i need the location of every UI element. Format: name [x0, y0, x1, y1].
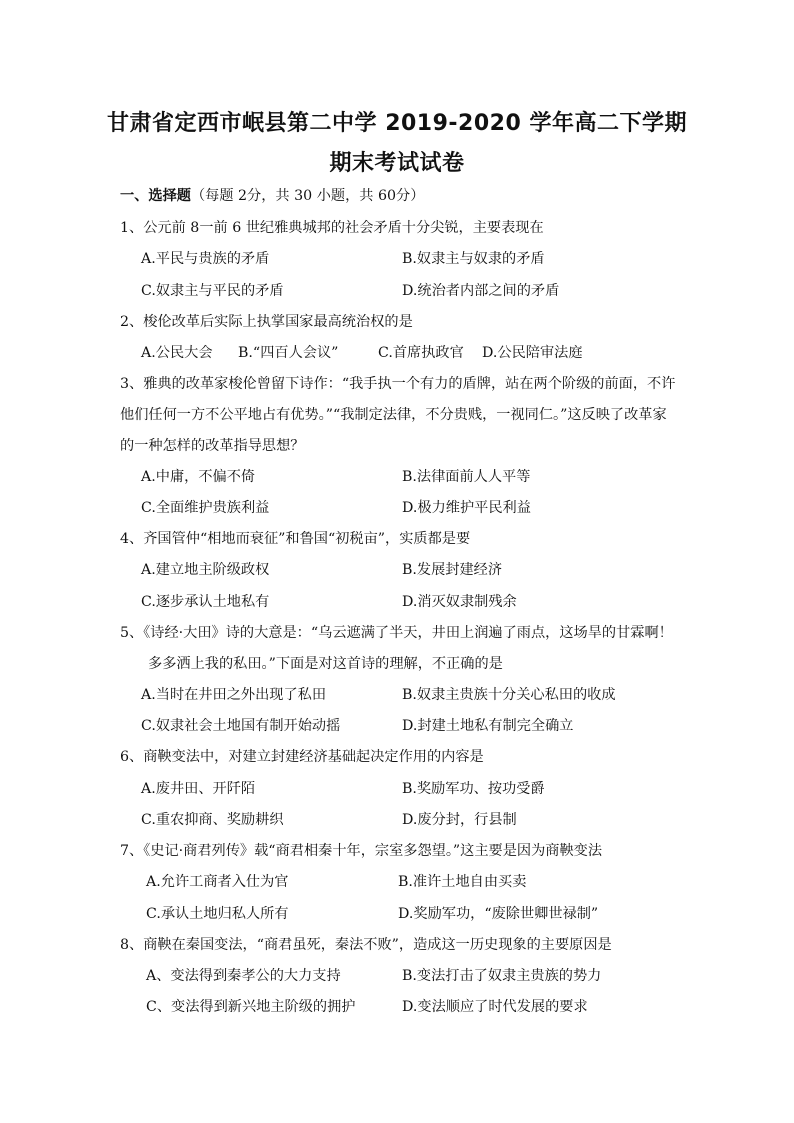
question-1-option-b: B.奴隶主与奴隶的矛盾 [402, 251, 545, 267]
question-7-option-c: C.承认土地归私人所有 [146, 906, 289, 922]
question-8-option-a: A、变法得到秦孝公的大力支持 [146, 968, 341, 984]
question-5-stem-line2: 多多洒上我的私田。”下面是对这首诗的理解，不正确的是 [148, 656, 503, 672]
question-6-stem: 6、商鞅变法中，对建立封建经济基础起决定作用的内容是 [120, 749, 484, 765]
question-6-option-d: D.废分封，行县制 [402, 812, 517, 828]
question-6-option-c: C.重农抑商、奖励耕织 [141, 812, 284, 828]
question-4-option-d: D.消灭奴隶制残余 [402, 594, 517, 610]
question-7-stem: 7、《史记·商君列传》载“商君相秦十年，宗室多怨望。”这主要是因为商鞅变法 [120, 843, 603, 859]
question-3-option-d: D.极力维护平民利益 [402, 500, 531, 516]
question-4-option-c: C.逐步承认土地私有 [141, 594, 270, 610]
question-1-option-d: D.统治者内部之间的矛盾 [402, 283, 560, 299]
question-3-option-a: A.中庸，不偏不倚 [141, 469, 256, 485]
question-8-stem: 8、商鞅在秦国变法，“商君虽死，秦法不败”，造成这一历史现象的主要原因是 [120, 937, 612, 953]
question-5-stem-line1: 5、《诗经·大田》诗的大意是：“乌云遮满了半天，井田上润遍了雨点，这场旱的甘霖啊！ [120, 625, 673, 641]
question-5-option-a: A.当时在井田之外出现了私田 [141, 687, 327, 703]
question-3-stem-line3: 的一种怎样的改革指导思想？ [120, 438, 305, 454]
question-4-option-a: A.建立地主阶级政权 [141, 562, 270, 578]
question-1-stem: 1、公元前 8一前 6 世纪雅典城邦的社会矛盾十分尖锐，主要表现在 [120, 220, 544, 236]
question-4-option-b: B.发展封建经济 [402, 562, 503, 578]
exam-title-line2: 期末考试试卷 [329, 151, 465, 176]
question-2-option-c: C.首席执政官 [378, 345, 464, 361]
question-7-option-b: B.准许土地自由买卖 [398, 874, 527, 890]
question-3-stem-line1: 3、雅典的改革家梭伦曾留下诗作：“我手执一个有力的盾牌，站在两个阶级的前面，不许 [120, 376, 676, 392]
question-7-option-d: D.奖励军功，“废除世卿世禄制” [398, 906, 599, 922]
question-6-option-a: A.废井田、开阡陌 [141, 781, 256, 797]
question-2-option-d: D.公民陪审法庭 [482, 345, 583, 361]
question-5-option-b: B.奴隶主贵族十分关心私田的收成 [402, 687, 616, 703]
question-2-stem: 2、梭伦改革后实际上执掌国家最高统治权的是 [120, 314, 413, 330]
question-3-stem-line2: 他们任何一方不公平地占有优势。”“我制定法律，不分贵贱，一视同仁。”这反映了改革家 [120, 407, 667, 423]
question-3-option-b: B.法律面前人人平等 [402, 469, 531, 485]
question-7-option-a: A.允许工商者入仕为官 [146, 874, 289, 890]
question-5-option-c: C.奴隶社会土地国有制开始动摇 [141, 718, 341, 734]
section-heading [120, 187, 424, 205]
question-8-option-d: D.变法顺应了时代发展的要求 [402, 999, 588, 1015]
question-1-option-a: A.平民与贵族的矛盾 [141, 251, 270, 267]
question-8-option-c: C、变法得到新兴地主阶级的拥护 [146, 999, 356, 1015]
question-6-option-b: B.奖励军功、按功受爵 [402, 781, 545, 797]
section-heading-note: （每题 2分，共 30 小题，共 60分） [190, 188, 425, 204]
question-4-stem: 4、齐国管仲“相地而衰征”和鲁国“初税亩”，实质都是要 [120, 531, 471, 547]
question-1-option-c: C.奴隶主与平民的矛盾 [141, 283, 284, 299]
question-3-option-c: C.全面维护贵族利益 [141, 500, 270, 516]
question-8-option-b: B.变法打击了奴隶主贵族的势力 [402, 968, 602, 984]
section-heading-label: 一、选择题 [120, 188, 191, 204]
question-5-option-d: D.封建土地私有制完全确立 [402, 718, 574, 734]
exam-title-line1: 甘肃省定西市岷县第二中学 2019-2020 学年高二下学期 [107, 111, 687, 136]
question-2-option-b: B.“四百人会议” [238, 345, 339, 361]
question-2-option-a: A.公民大会 [141, 345, 213, 361]
